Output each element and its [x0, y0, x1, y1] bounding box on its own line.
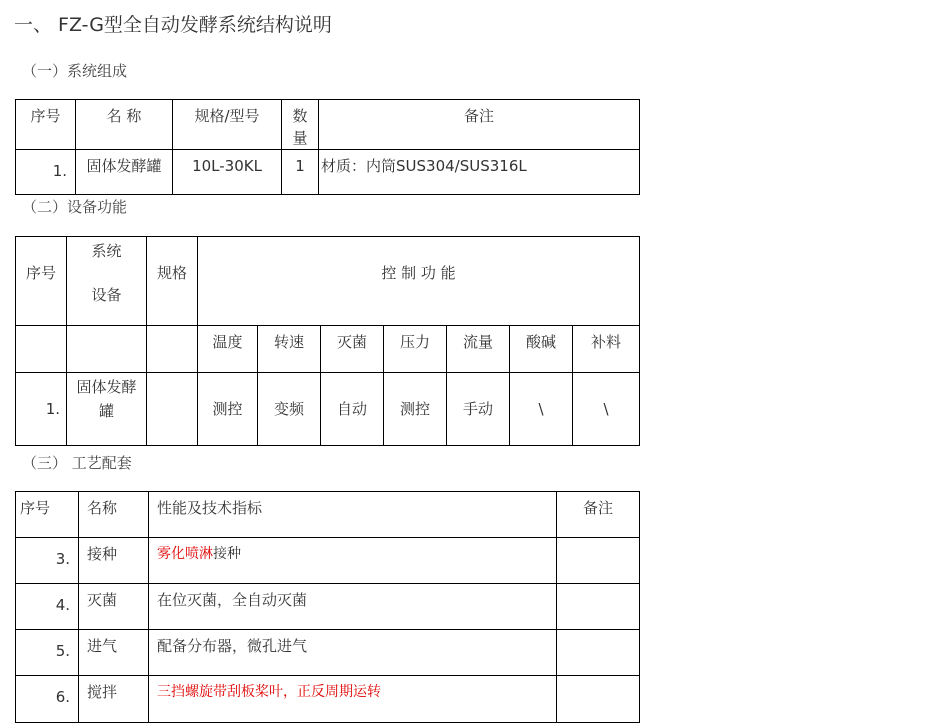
row-name: 固体发酵罐 [76, 150, 173, 195]
header-spec: 性能及技术指标 [149, 492, 557, 538]
section-heading-composition: （一）系统组成 [22, 62, 128, 80]
row-spec-text: 配备分布器，微孔进气 [157, 637, 308, 655]
row-no: 1. [16, 150, 76, 195]
header-spec: 规格 [147, 237, 198, 326]
value-ph: \ [510, 373, 573, 446]
row-spec-text: 接种 [213, 546, 241, 562]
empty-cell [16, 326, 67, 373]
header-system-device [67, 237, 147, 326]
table-row [16, 676, 640, 723]
row-no: 4. [16, 584, 79, 630]
row-spec-highlight: 三挡螺旋带刮板桨叶，正反周期运转 [157, 684, 381, 700]
function-sterilization: 灭菌 [321, 326, 384, 373]
row-name: 进气 [79, 630, 149, 676]
header-spec: 规格/型号 [173, 100, 282, 150]
row-no: 6. [16, 676, 79, 723]
process-table [15, 491, 640, 723]
header-note: 备注 [319, 100, 640, 150]
row-no: 5. [16, 630, 79, 676]
table-row [16, 584, 640, 630]
header-no: 序号 [16, 100, 76, 150]
row-spec-text: 在位灭菌，全自动灭菌 [157, 591, 308, 609]
row-name: 搅拌 [79, 676, 149, 723]
empty-cell [147, 326, 198, 373]
table-header-row [16, 237, 640, 326]
table-row [16, 630, 640, 676]
header-qty: 数量 [282, 100, 319, 150]
row-spec [149, 538, 557, 584]
row-no: 1. [16, 373, 67, 446]
function-pressure: 压力 [384, 326, 447, 373]
row-qty: 1 [282, 150, 319, 195]
row-note [557, 676, 640, 723]
row-note [557, 538, 640, 584]
value-feeding: \ [573, 373, 640, 446]
row-spec [149, 676, 557, 723]
row-note [557, 584, 640, 630]
table-row [16, 538, 640, 584]
value-flow: 手动 [447, 373, 510, 446]
row-device: 固体发酵罐 [67, 373, 147, 446]
section-heading-functions: （二）设备功能 [22, 198, 128, 216]
function-table [15, 236, 640, 446]
row-no: 3. [16, 538, 79, 584]
header-device: 设备 [91, 286, 122, 304]
row-name: 接种 [79, 538, 149, 584]
row-note [557, 630, 640, 676]
function-ph: 酸碱 [510, 326, 573, 373]
header-system: 系统 [91, 242, 122, 260]
header-name: 名称 [79, 492, 149, 538]
header-control-functions: 控 制 功 能 [198, 237, 640, 326]
function-feeding: 补料 [573, 326, 640, 373]
function-flow: 流量 [447, 326, 510, 373]
table-header-row [16, 100, 640, 150]
value-pressure: 测控 [384, 373, 447, 446]
value-speed: 变频 [258, 373, 321, 446]
function-temperature: 温度 [198, 326, 258, 373]
header-note: 备注 [557, 492, 640, 538]
function-speed: 转速 [258, 326, 321, 373]
empty-cell [67, 326, 147, 373]
header-name: 名 称 [76, 100, 173, 150]
function-name-row [16, 326, 640, 373]
header-no: 序号 [16, 492, 79, 538]
row-note: 材质：内筒SUS304/SUS316L [319, 150, 640, 195]
table-row [16, 373, 640, 446]
value-temperature: 测控 [198, 373, 258, 446]
composition-table [15, 99, 640, 195]
value-sterilization: 自动 [321, 373, 384, 446]
row-spec [149, 584, 557, 630]
row-spec [149, 630, 557, 676]
page-title: 一、 FZ-G型全自动发酵系统结构说明 [14, 14, 332, 36]
row-spec [147, 373, 198, 446]
header-no: 序号 [16, 237, 67, 326]
table-header-row [16, 492, 640, 538]
row-spec-highlight: 雾化喷淋 [157, 546, 213, 562]
section-heading-process: （三） 工艺配套 [22, 454, 132, 472]
row-name: 灭菌 [79, 584, 149, 630]
table-row [16, 150, 640, 195]
row-spec: 10L-30KL [173, 150, 282, 195]
